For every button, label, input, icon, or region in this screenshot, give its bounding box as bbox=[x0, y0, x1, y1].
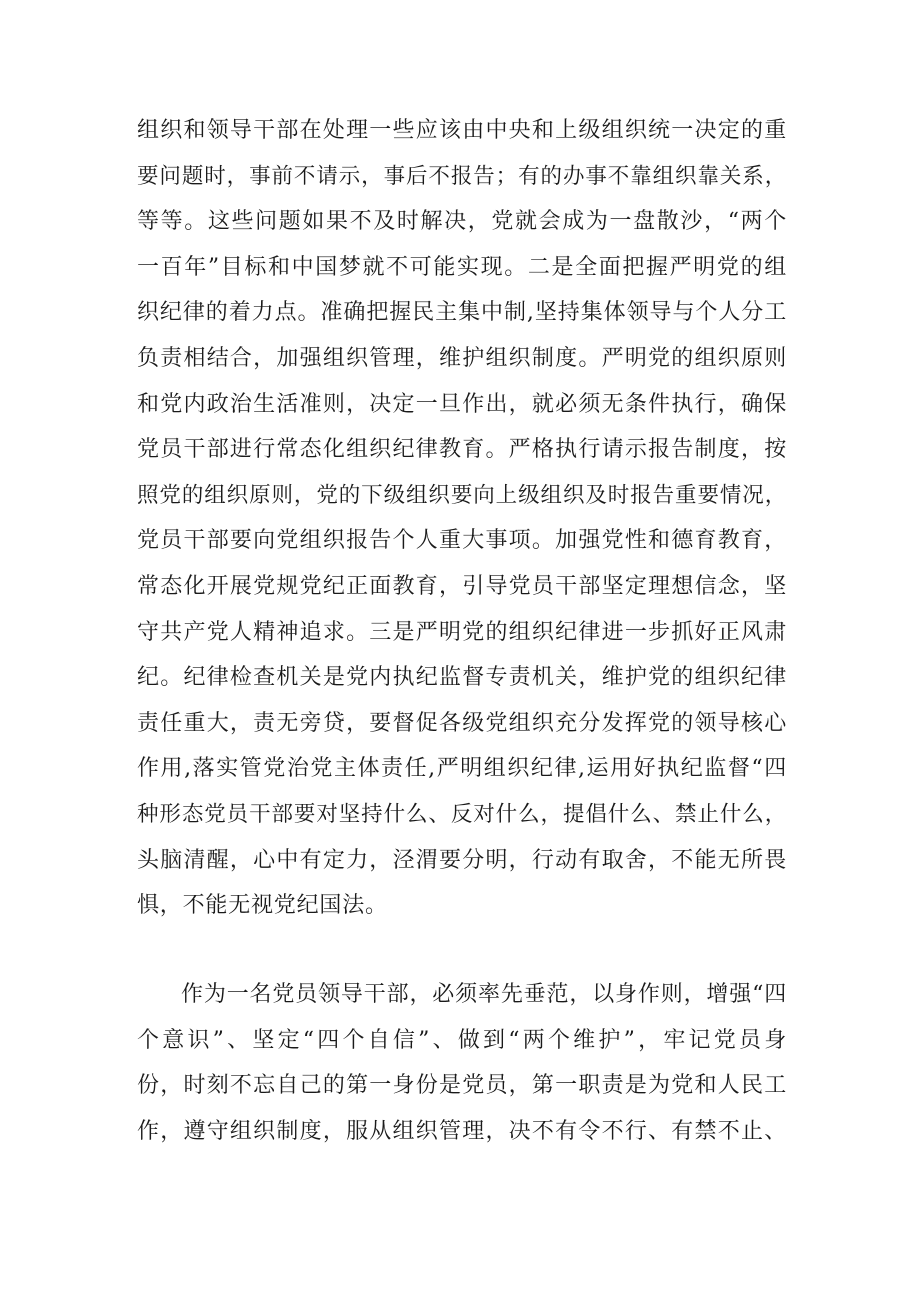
text-line: 责任重大，责无旁贷，要督促各级党组织充分发挥党的领导核心 bbox=[137, 710, 787, 736]
text-line: 守共产党人精神追求。三是严明党的组织纪律进一步抓好正风肃 bbox=[137, 619, 787, 645]
text-line: 和党内政治生活准则，决定一旦作出，就必须无条件执行，确保 bbox=[137, 391, 787, 417]
text-line: 作用,落实管党治党主体责任,严明组织纪律,运用好执纪监督“四 bbox=[137, 756, 787, 782]
text-line: 份，时刻不忘自己的第一身份是党员，第一职责是为党和人民工 bbox=[137, 1073, 787, 1099]
text-line: 作为一名党员领导干部，必须率先垂范，以身作则，增强“四 bbox=[181, 982, 787, 1007]
text-line: 织纪律的着力点。准确把握民主集中制,坚持集体领导与个人分工 bbox=[137, 300, 787, 326]
text-line: 照党的组织原则，党的下级组织要向上级组织及时报告重要情况， bbox=[137, 482, 787, 508]
text-line: 党员干部进行常态化组织纪律教育。严格执行请示报告制度，按 bbox=[137, 437, 787, 463]
text-line: 等等。这些问题如果不及时解决，党就会成为一盘散沙，“两个 bbox=[137, 209, 787, 235]
text-line: 要问题时，事前不请示，事后不报告；有的办事不靠组织靠关系， bbox=[137, 163, 787, 189]
text-line: 组织和领导干部在处理一些应该由中央和上级组织统一决定的重 bbox=[137, 118, 787, 143]
text-line: 作，遵守组织制度，服从组织管理，决不有令不行、有禁不止、 bbox=[137, 1118, 787, 1144]
text-line: 常态化开展党规党纪正面教育，引导党员干部坚定理想信念，坚 bbox=[137, 573, 787, 599]
text-line: 党员干部要向党组织报告个人重大事项。加强党性和德育教育， bbox=[137, 528, 787, 554]
text-line: 负责相结合，加强组织管理，维护组织制度。严明党的组织原则 bbox=[137, 345, 787, 371]
text-line: 惧，不能无视党纪国法。 bbox=[137, 893, 388, 919]
body-paragraph-1 bbox=[137, 108, 787, 929]
text-line: 一百年”目标和中国梦就不可能实现。二是全面把握严明党的组 bbox=[137, 254, 787, 280]
body-paragraph-2 bbox=[137, 972, 787, 1154]
text-line: 个意识”、坚定“四个自信”、做到“两个维护”，牢记党员身 bbox=[137, 1027, 787, 1053]
text-line: 头脑清醒，心中有定力，泾渭要分明，行动有取舍，不能无所畏 bbox=[137, 847, 787, 873]
text-line: 种形态党员干部要对坚持什么、反对什么，提倡什么、禁止什么， bbox=[137, 801, 787, 827]
text-line: 纪。纪律检查机关是党内执纪监督专责机关，维护党的组织纪律 bbox=[137, 665, 787, 691]
